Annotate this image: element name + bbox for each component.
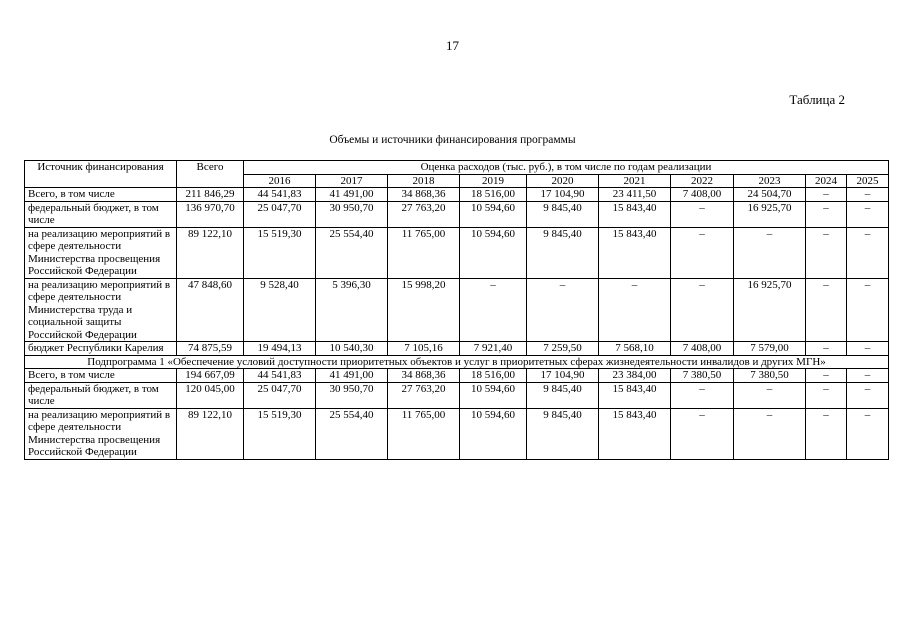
year-value: 7 579,00 bbox=[734, 342, 806, 356]
year-value: 9 528,40 bbox=[244, 278, 316, 342]
table-label: Таблица 2 bbox=[789, 92, 845, 107]
year-value: 41 491,00 bbox=[316, 188, 388, 202]
year-value: – bbox=[847, 342, 889, 356]
year-value: 9 845,40 bbox=[527, 382, 599, 408]
year-value: 25 554,40 bbox=[316, 227, 388, 278]
year-value: – bbox=[671, 278, 734, 342]
table-row bbox=[25, 188, 889, 202]
year-value: 9 845,40 bbox=[527, 201, 599, 227]
table-row bbox=[25, 408, 889, 459]
year-value: – bbox=[460, 278, 527, 342]
row-label: на реализацию мероприятий в сфере деятельности Министерства труда и социальной защиты Российской Федерации bbox=[25, 278, 177, 342]
header-year: 2017 bbox=[316, 174, 388, 188]
subprogram-row bbox=[25, 355, 889, 369]
year-value: – bbox=[734, 408, 806, 459]
header-estimate: Оценка расходов (тыс. руб.), в том числе по годам реализации bbox=[244, 161, 889, 175]
table-title: Объемы и источники финансирования программы bbox=[329, 134, 576, 146]
header-year: 2021 bbox=[599, 174, 671, 188]
year-value: – bbox=[847, 201, 889, 227]
header-row-1 bbox=[25, 161, 889, 175]
year-value: 7 408,00 bbox=[671, 342, 734, 356]
year-value: 27 763,20 bbox=[388, 201, 460, 227]
year-value: – bbox=[671, 201, 734, 227]
year-value: 15 519,30 bbox=[244, 408, 316, 459]
year-value: 17 104,90 bbox=[527, 188, 599, 202]
year-value: 7 408,00 bbox=[671, 188, 734, 202]
table-row bbox=[25, 342, 889, 356]
table-row bbox=[25, 369, 889, 383]
year-value: 18 516,00 bbox=[460, 188, 527, 202]
year-value: – bbox=[734, 227, 806, 278]
year-value: 18 516,00 bbox=[460, 369, 527, 383]
header-year: 2024 bbox=[806, 174, 847, 188]
year-value: 11 765,00 bbox=[388, 408, 460, 459]
year-value: 25 554,40 bbox=[316, 408, 388, 459]
year-value: 15 843,40 bbox=[599, 408, 671, 459]
year-value: 7 568,10 bbox=[599, 342, 671, 356]
year-value: 10 594,60 bbox=[460, 227, 527, 278]
year-value: 7 259,50 bbox=[527, 342, 599, 356]
table-row bbox=[25, 382, 889, 408]
year-value: 15 998,20 bbox=[388, 278, 460, 342]
year-value: 34 868,36 bbox=[388, 188, 460, 202]
year-value: 30 950,70 bbox=[316, 201, 388, 227]
year-value: – bbox=[599, 278, 671, 342]
year-value: 10 594,60 bbox=[460, 382, 527, 408]
row-label: Всего, в том числе bbox=[25, 188, 177, 202]
year-value: 17 104,90 bbox=[527, 369, 599, 383]
year-value: 7 921,40 bbox=[460, 342, 527, 356]
row-total: 211 846,29 bbox=[177, 188, 244, 202]
row-total: 120 045,00 bbox=[177, 382, 244, 408]
year-value: 23 384,00 bbox=[599, 369, 671, 383]
year-value: – bbox=[847, 408, 889, 459]
year-value: 11 765,00 bbox=[388, 227, 460, 278]
year-value: – bbox=[806, 188, 847, 202]
page-number: 17 bbox=[446, 38, 459, 53]
year-value: – bbox=[671, 382, 734, 408]
year-value: 16 925,70 bbox=[734, 201, 806, 227]
year-value: – bbox=[847, 278, 889, 342]
subprogram-title: Подпрограмма 1 «Обеспечение условий доступности приоритетных объектов и услуг в приоритетных сферах жизнедеятельности инвалидов и других МГН» bbox=[25, 355, 889, 369]
table-body bbox=[25, 161, 889, 460]
row-label: федеральный бюджет, в том числе bbox=[25, 201, 177, 227]
row-label: на реализацию мероприятий в сфере деятельности Министерства просвещения Российской Федерации bbox=[25, 227, 177, 278]
header-year: 2022 bbox=[671, 174, 734, 188]
year-value: – bbox=[806, 408, 847, 459]
row-total: 194 667,09 bbox=[177, 369, 244, 383]
year-value: 44 541,83 bbox=[244, 188, 316, 202]
header-year: 2020 bbox=[527, 174, 599, 188]
year-value: 30 950,70 bbox=[316, 382, 388, 408]
table-row bbox=[25, 201, 889, 227]
year-value: 5 396,30 bbox=[316, 278, 388, 342]
year-value: 34 868,36 bbox=[388, 369, 460, 383]
row-label: федеральный бюджет, в том числе bbox=[25, 382, 177, 408]
year-value: – bbox=[806, 382, 847, 408]
financing-table bbox=[24, 160, 889, 460]
table-row bbox=[25, 278, 889, 342]
year-value: 25 047,70 bbox=[244, 382, 316, 408]
year-value: 7 380,50 bbox=[734, 369, 806, 383]
year-value: 41 491,00 bbox=[316, 369, 388, 383]
year-value: – bbox=[847, 188, 889, 202]
year-value: 23 411,50 bbox=[599, 188, 671, 202]
year-value: 24 504,70 bbox=[734, 188, 806, 202]
year-value: 19 494,13 bbox=[244, 342, 316, 356]
year-value: 10 594,60 bbox=[460, 408, 527, 459]
row-total: 74 875,59 bbox=[177, 342, 244, 356]
year-value: 15 843,40 bbox=[599, 382, 671, 408]
year-value: 15 519,30 bbox=[244, 227, 316, 278]
header-year: 2019 bbox=[460, 174, 527, 188]
year-value: 7 380,50 bbox=[671, 369, 734, 383]
row-label: на реализацию мероприятий в сфере деятельности Министерства просвещения Российской Федерации bbox=[25, 408, 177, 459]
year-value: – bbox=[671, 227, 734, 278]
year-value: 44 541,83 bbox=[244, 369, 316, 383]
year-value: – bbox=[527, 278, 599, 342]
header-year: 2016 bbox=[244, 174, 316, 188]
table-row bbox=[25, 227, 889, 278]
row-total: 47 848,60 bbox=[177, 278, 244, 342]
year-value: 10 540,30 bbox=[316, 342, 388, 356]
row-total: 89 122,10 bbox=[177, 227, 244, 278]
year-value: – bbox=[847, 227, 889, 278]
year-value: – bbox=[806, 342, 847, 356]
year-value: 27 763,20 bbox=[388, 382, 460, 408]
year-value: – bbox=[806, 278, 847, 342]
year-value: – bbox=[671, 408, 734, 459]
year-value: – bbox=[847, 382, 889, 408]
year-value: – bbox=[806, 369, 847, 383]
year-value: 15 843,40 bbox=[599, 201, 671, 227]
year-value: 25 047,70 bbox=[244, 201, 316, 227]
year-value: 16 925,70 bbox=[734, 278, 806, 342]
year-value: – bbox=[806, 227, 847, 278]
year-value: – bbox=[734, 382, 806, 408]
year-value: – bbox=[806, 201, 847, 227]
row-total: 89 122,10 bbox=[177, 408, 244, 459]
year-value: 9 845,40 bbox=[527, 227, 599, 278]
row-label: бюджет Республики Карелия bbox=[25, 342, 177, 356]
header-year: 2018 bbox=[388, 174, 460, 188]
year-value: 15 843,40 bbox=[599, 227, 671, 278]
header-source: Источник финансирования bbox=[25, 161, 177, 188]
year-value: 9 845,40 bbox=[527, 408, 599, 459]
year-value: – bbox=[847, 369, 889, 383]
header-year: 2023 bbox=[734, 174, 806, 188]
year-value: 7 105,16 bbox=[388, 342, 460, 356]
row-total: 136 970,70 bbox=[177, 201, 244, 227]
year-value: 10 594,60 bbox=[460, 201, 527, 227]
header-total: Всего bbox=[177, 161, 244, 188]
row-label: Всего, в том числе bbox=[25, 369, 177, 383]
header-year: 2025 bbox=[847, 174, 889, 188]
